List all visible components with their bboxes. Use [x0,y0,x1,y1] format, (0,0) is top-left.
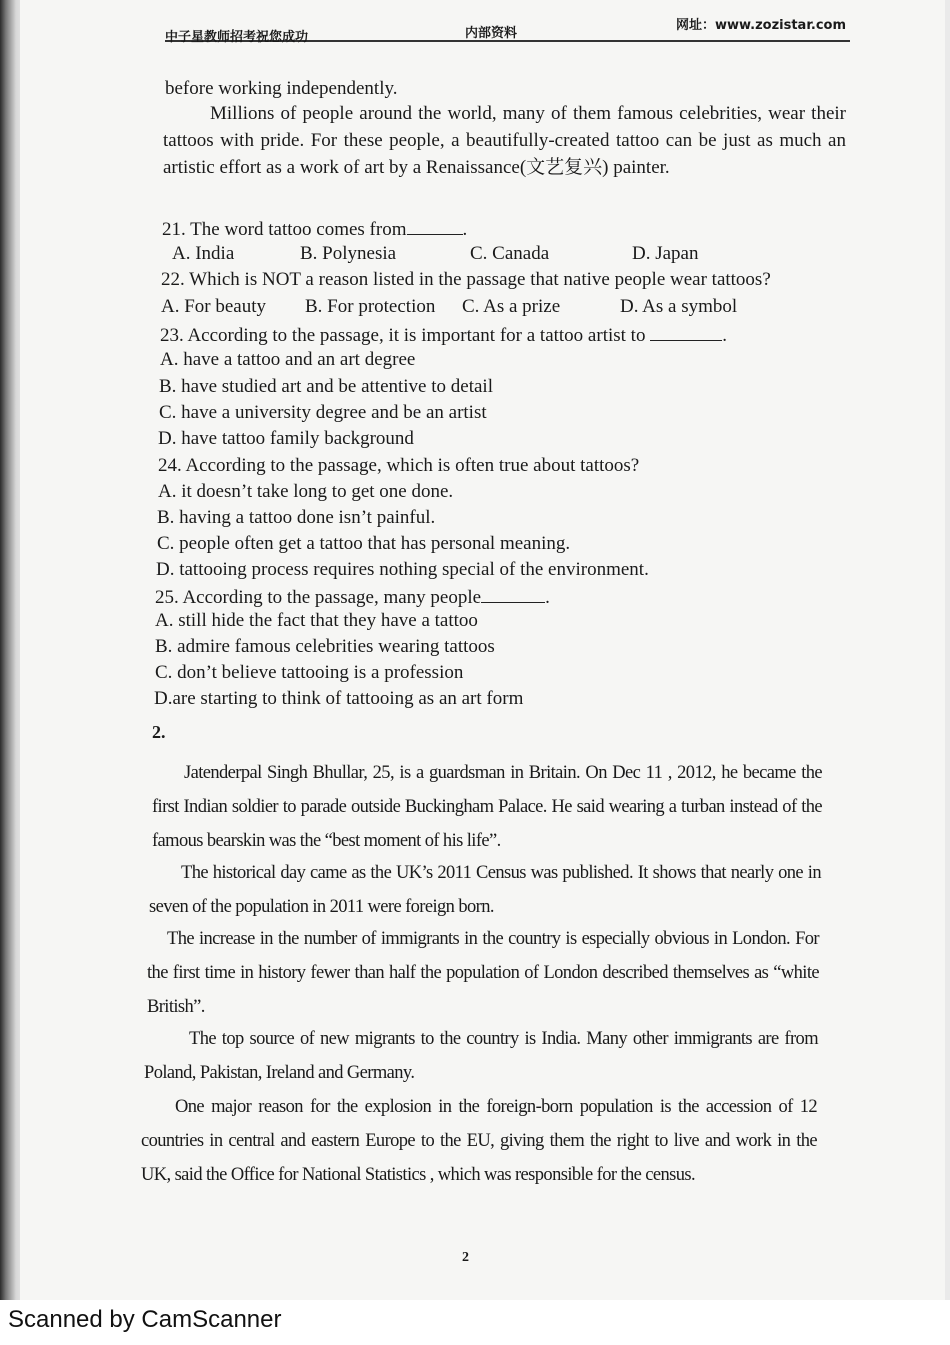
page-header [165,14,850,45]
option-b: B. have studied art and be attentive to detail [159,376,493,397]
passage-paragraph: The top source of new migrants to the country is India. Many other immigrants are from Poland, Pakistan, Ireland and Germany. [144,1029,818,1083]
passage-paragraph: One major reason for the explosion in the foreign-born population is the accession of 12 countries in central and eastern Europe to the EU, giving them the right to live and work in the UK, said the Office for National Statistics , which was responsible for the census. [141,1097,817,1185]
option-a: A. For beauty [161,296,267,317]
option-a: A. India [172,243,235,264]
option-c: C. have a university degree and be an artist [159,402,487,423]
option-c: C. people often get a tattoo that has personal meaning. [157,533,571,554]
option-d: D. tattooing process requires nothing special of the environment. [156,559,649,580]
passage-paragraph: Jatenderpal Singh Bhullar, 25, is a guardsman in Britain. On Dec 11 , 2012, he became the first Indian soldier to parade outside Buckingham Palace. He said wearing a turban instead of the famous bearskin was the “best moment of his life”. [152,763,822,851]
watermark-footer [0,1300,950,1345]
answer-blank [650,322,722,341]
option-b: B. admire famous celebrities wearing tattoos [155,636,495,657]
question-23 [160,322,727,347]
question-25 [155,584,550,609]
option-c: C. Canada [470,243,550,264]
question-21 [162,216,467,241]
header-center: 内部资料 [465,26,518,41]
section-number: 2. [152,722,166,742]
option-a: A. have a tattoo and an art degree [160,349,416,370]
question-21-period: . [462,219,468,240]
option-d: D. Japan [632,243,699,264]
option-b: B. having a tattoo done isn’t painful. [157,507,436,528]
passage-paragraph: The increase in the number of immigrants in the country is especially obvious in London. For the first time in history fewer than half the population of London described themselves as “white British”. [147,929,819,1017]
passage-paragraph: The historical day came as the UK’s 2011 Census was published. It shows that nearly one in seven of the population in 2011 were foreign born. [149,863,821,917]
question-24-stem: 24. According to the passage, which is often true about tattoos? [158,455,640,476]
option-a: A. still hide the fact that they have a tattoo [155,610,478,631]
camscanner-label: Scanned by CamScanner [8,1306,282,1333]
question-22-options [0,296,950,322]
question-21-stem: 21. The word tattoo comes from [162,219,407,240]
option-b: B. For protection [305,296,436,317]
question-25-stem: 25. According to the passage, many people [155,587,482,608]
option-c: C. don’t believe tattooing is a profession [155,662,464,683]
intro-paragraph: Millions of people around the world, many of them famous celebrities, wear their tattoos with pride. For these people, a beautifully-created tattoo can be just as much an artistic effort as a work of art by a Renaissance(文艺复兴) painter. [163,103,846,178]
header-url: 网址：www.zozistar.com [675,18,846,33]
answer-blank [407,216,463,235]
question-22-stem: 22. Which is NOT a reason listed in the passage that native people wear tattoos? [161,269,771,290]
question-25-period: . [545,587,550,608]
header-left: 中子星教师招考祝您成功 [165,30,309,45]
option-d: D. As a symbol [620,296,738,317]
option-d: D. have tattoo family background [158,428,414,449]
intro-line: before working independently. [165,78,398,99]
option-c: C. As a prize [462,296,561,317]
option-b: B. Polynesia [300,243,397,264]
question-21-options [0,243,950,269]
page-number: 2 [462,1250,469,1265]
option-d: D.are starting to think of tattooing as an art form [154,688,524,709]
question-23-stem: 23. According to the passage, it is important for a tattoo artist to [160,325,646,346]
answer-blank [481,584,545,603]
question-23-period: . [722,325,727,346]
option-a: A. it doesn’t take long to get one done. [158,481,454,502]
